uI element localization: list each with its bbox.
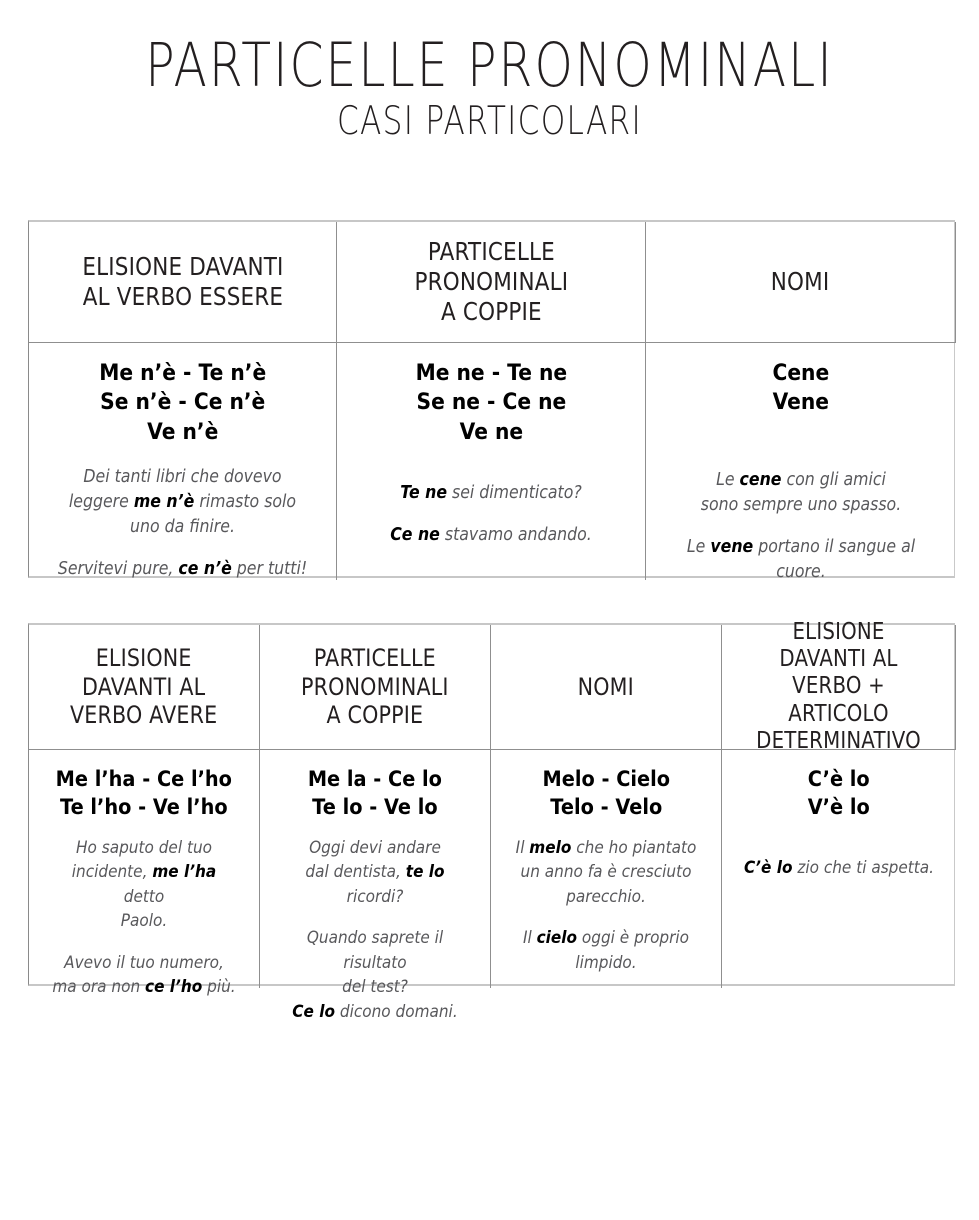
- example-sentence: [361, 481, 620, 506]
- highlighted-form: me n’è: [133, 491, 195, 512]
- table-particelle-lo: [28, 618, 955, 1022]
- example-text: stavamo andando.: [439, 524, 592, 545]
- example-text: zio che ti aspetta.: [792, 857, 935, 878]
- page-title: PARTICELLE PRONOMINALI: [145, 30, 834, 101]
- highlighted-form: C’è lo: [743, 857, 793, 878]
- table-header-cell: [491, 625, 722, 750]
- example-text: rimasto solo uno da finire.: [130, 491, 297, 538]
- table-body-cell: [29, 343, 337, 580]
- example-text: Le: [686, 536, 711, 557]
- example-list: [39, 836, 249, 1000]
- table-header-cell: [722, 618, 956, 755]
- example-sentence: [53, 465, 311, 541]
- pronoun-forms: C’è lo V’è lo: [807, 767, 871, 819]
- highlighted-form: me l’ha: [152, 862, 217, 883]
- highlighted-form: vene: [710, 536, 754, 557]
- example-sentence: [512, 926, 701, 975]
- table-header-cell: [29, 222, 337, 343]
- page-subtitle: CASI PARTICOLARI: [336, 99, 643, 145]
- highlighted-form: Ce ne: [390, 524, 440, 545]
- highlighted-form: te lo: [405, 862, 445, 883]
- column-header-label: ELISIONE DAVANTI AL VERBO ESSERE: [81, 252, 284, 311]
- example-text: Il: [515, 837, 530, 858]
- table-body-cell: [491, 750, 722, 988]
- example-text: dicono domani.: [334, 1001, 458, 1022]
- highlighted-form: ce l’ho: [145, 977, 203, 998]
- column-header-label: PARTICELLE PRONOMINALI A COPPIE: [414, 237, 568, 326]
- highlighted-form: melo: [529, 837, 572, 858]
- example-sentence: [361, 523, 620, 548]
- example-list: [501, 836, 711, 975]
- pronoun-forms: Cene Vene: [772, 361, 830, 416]
- example-list: [270, 836, 480, 1024]
- table-header-cell: [337, 222, 646, 343]
- pronoun-forms: Melo - Cielo Telo - Velo: [542, 767, 670, 819]
- column-header-label: ELISIONE DAVANTI AL VERBO AVERE: [70, 644, 218, 730]
- pronoun-forms: Me n’è - Te n’è Se n’è - Ce n’è Ve n’è: [99, 361, 266, 445]
- table-body-cell: [29, 750, 260, 998]
- table-body-cell: [260, 750, 491, 1022]
- example-sentence: [50, 951, 239, 1000]
- example-text: che ho piantato un anno fa è cresciuto parecchio.: [520, 837, 697, 907]
- title-block: [0, 30, 979, 145]
- example-text: più.: [202, 977, 236, 998]
- table-particelle-ne: [28, 220, 955, 583]
- example-text: Ho saputo del tuo incidente,: [71, 837, 213, 883]
- example-list: [732, 856, 946, 880]
- example-list: [39, 465, 326, 583]
- column-header-label: ELISIONE DAVANTI AL VERBO + ARTICOLO DETERMINATIVO: [756, 618, 921, 755]
- pronoun-forms: Me l’ha - Ce l’ho Te l’ho - Ve l’ho: [55, 767, 233, 819]
- example-list: [656, 468, 946, 586]
- example-text: Oggi devi andare dal dentista,: [305, 837, 441, 883]
- column-header-label: NOMI: [771, 267, 830, 297]
- example-text: Dei tanti libri che dovevo leggere: [68, 466, 282, 512]
- example-text: sei dimenticato?: [447, 482, 582, 503]
- table-body-cell: [646, 343, 956, 583]
- example-sentence: [743, 856, 936, 880]
- table-header-cell: [646, 222, 956, 343]
- highlighted-form: Te ne: [400, 482, 448, 503]
- example-text: Servitevi pure,: [57, 559, 179, 580]
- example-text: oggi è proprio limpido.: [575, 928, 690, 973]
- table-body-cell: [337, 343, 646, 580]
- example-sentence: [512, 836, 701, 909]
- example-text: con gli amici sono sempre uno spasso.: [700, 469, 902, 515]
- example-text: Il: [522, 928, 537, 949]
- pronoun-forms: Me la - Ce lo Te lo - Ve lo: [307, 767, 443, 819]
- example-sentence: [53, 557, 311, 582]
- column-header-label: NOMI: [577, 672, 635, 701]
- example-sentence: [671, 535, 932, 585]
- highlighted-form: ce n’è: [178, 559, 232, 580]
- example-text: ricordi?: [346, 886, 404, 907]
- highlighted-form: cielo: [536, 928, 578, 949]
- example-text: per tutti!: [231, 559, 308, 580]
- example-text: detto Paolo.: [120, 886, 168, 932]
- example-text: Le: [716, 469, 740, 490]
- example-sentence: [281, 836, 470, 909]
- pronoun-forms: Me ne - Te ne Se ne - Ce ne Ve ne: [415, 361, 567, 445]
- example-text: Quando saprete il risultato del test?: [306, 928, 444, 998]
- column-header-label: PARTICELLE PRONOMINALI A COPPIE: [301, 644, 449, 730]
- table-body-cell: [722, 750, 956, 988]
- example-text: Avevo il tuo numero, ma ora non: [52, 952, 224, 998]
- table-header-cell: [29, 625, 260, 750]
- example-sentence: [50, 836, 239, 934]
- table-header-cell: [260, 625, 491, 750]
- highlighted-form: cene: [739, 469, 782, 490]
- example-list: [347, 481, 635, 548]
- example-sentence: [281, 926, 470, 1024]
- example-text: portano il sangue al cuore.: [753, 536, 916, 583]
- example-sentence: [671, 468, 932, 518]
- highlighted-form: Ce lo: [292, 1001, 335, 1022]
